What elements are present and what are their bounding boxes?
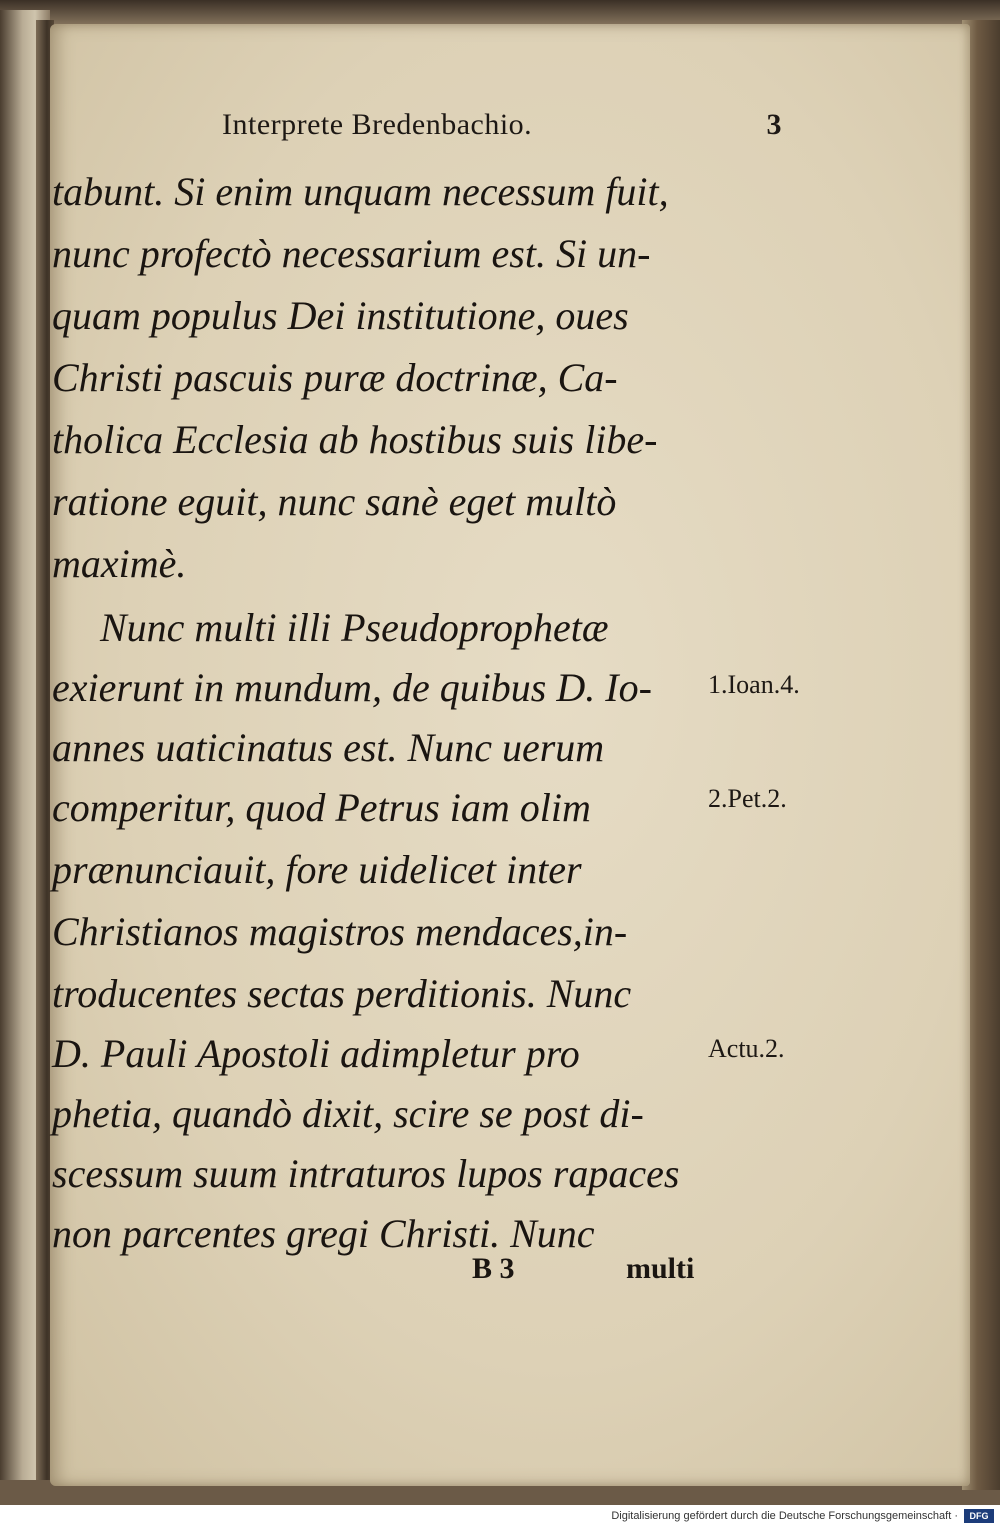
book-page [50, 24, 970, 1486]
footer-bar [0, 1505, 1000, 1527]
text-line: comperitur, quod Petrus iam olim [52, 785, 591, 830]
text-line: non parcentes gregi Christi. Nunc [52, 1211, 595, 1256]
text-line: phetia, quandò dixit, scire se post di- [52, 1091, 644, 1136]
dfg-logo: DFG [964, 1509, 994, 1523]
signature-mark: B 3 [472, 1252, 515, 1285]
marginal-reference: 2.Pet.2. [708, 784, 787, 813]
text-line: Nunc multi illi Pseudoprophetæ [100, 605, 609, 650]
text-line: troducentes sectas perditionis. Nunc [52, 971, 632, 1016]
text-line: scessum suum intraturos lupos rapaces [52, 1151, 680, 1196]
text-line: prænunciauit, fore uidelicet inter [52, 847, 582, 892]
text-line: tabunt. Si enim unquam necessum fuit, [52, 169, 669, 214]
text-line: D. Pauli Apostoli adimpletur pro [52, 1031, 580, 1076]
running-title: Interprete Bredenbachio. [222, 108, 533, 141]
catchword: multi [626, 1252, 695, 1285]
text-line: Christi pascuis puræ doctrinæ, Ca- [52, 355, 618, 400]
text-line: ratione eguit, nunc sanè eget multò [52, 479, 617, 524]
marginal-reference: 1.Ioan.4. [708, 670, 800, 699]
text-line: Christianos magistros mendaces,in- [52, 909, 628, 954]
page-number: 3 [766, 108, 782, 141]
text-line: exierunt in mundum, de quibus D. Io- [52, 665, 652, 710]
text-line: maximè. [52, 541, 187, 586]
marginal-reference: Actu.2. [708, 1034, 785, 1063]
text-line: tholica Ecclesia ab hostibus suis libe- [52, 417, 658, 462]
text-line: quam populus Dei institutione, oues [52, 293, 629, 338]
text-line: nunc profectò necessarium est. Si un- [52, 231, 651, 276]
text-line: annes uaticinatus est. Nunc uerum [52, 725, 605, 770]
funding-credit: Digitalisierung gefördert durch die Deutsche Forschungsgemeinschaft · [611, 1510, 958, 1522]
